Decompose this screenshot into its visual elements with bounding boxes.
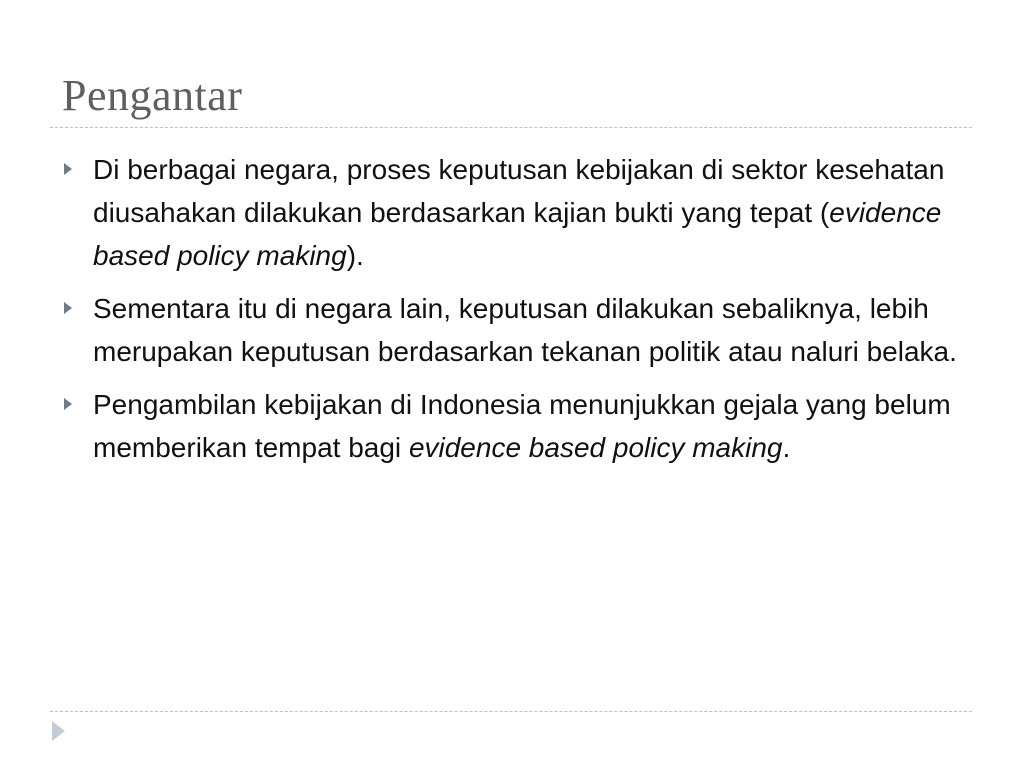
bullet-3-part-1: Pengambilan kebijakan di Indonesia menunjukkan gejala yang belum memberikan tempat bagi [93,389,951,463]
bullet-list [64,148,964,479]
bullet-3-part-3: . [782,432,791,463]
triangle-bullet-icon [64,398,72,410]
triangle-bullet-icon [64,163,72,175]
footer-divider [50,711,972,712]
bullet-2-part-1: Sementara itu di negara lain, keputusan dilakukan sebaliknya, lebih merupakan keputusan berdasarkan tekanan politik atau naluri belaka. [93,293,957,367]
bullet-1-part-1: Di berbagai negara, proses keputusan kebijakan di sektor kesehatan diusahakan dilakukan berdasarkan kajian bukti yang tepat ( [93,154,945,228]
bullet-text-3 [93,389,951,463]
bullet-3-part-2: evidence based policy making [408,432,783,463]
triangle-bullet-icon [64,302,72,314]
bullet-item-1 [64,148,964,277]
bullet-item-2 [64,287,964,373]
bullet-text-1 [93,154,944,271]
slide-title: Pengantar [62,71,243,120]
title-divider [50,127,972,128]
bullet-1-part-3: ). [346,240,364,271]
bullet-1-part-2: evidence based policy making [93,197,942,271]
bullet-item-3 [64,383,964,469]
bullet-text-2 [93,293,957,367]
next-slide-arrow-icon[interactable] [52,721,65,741]
